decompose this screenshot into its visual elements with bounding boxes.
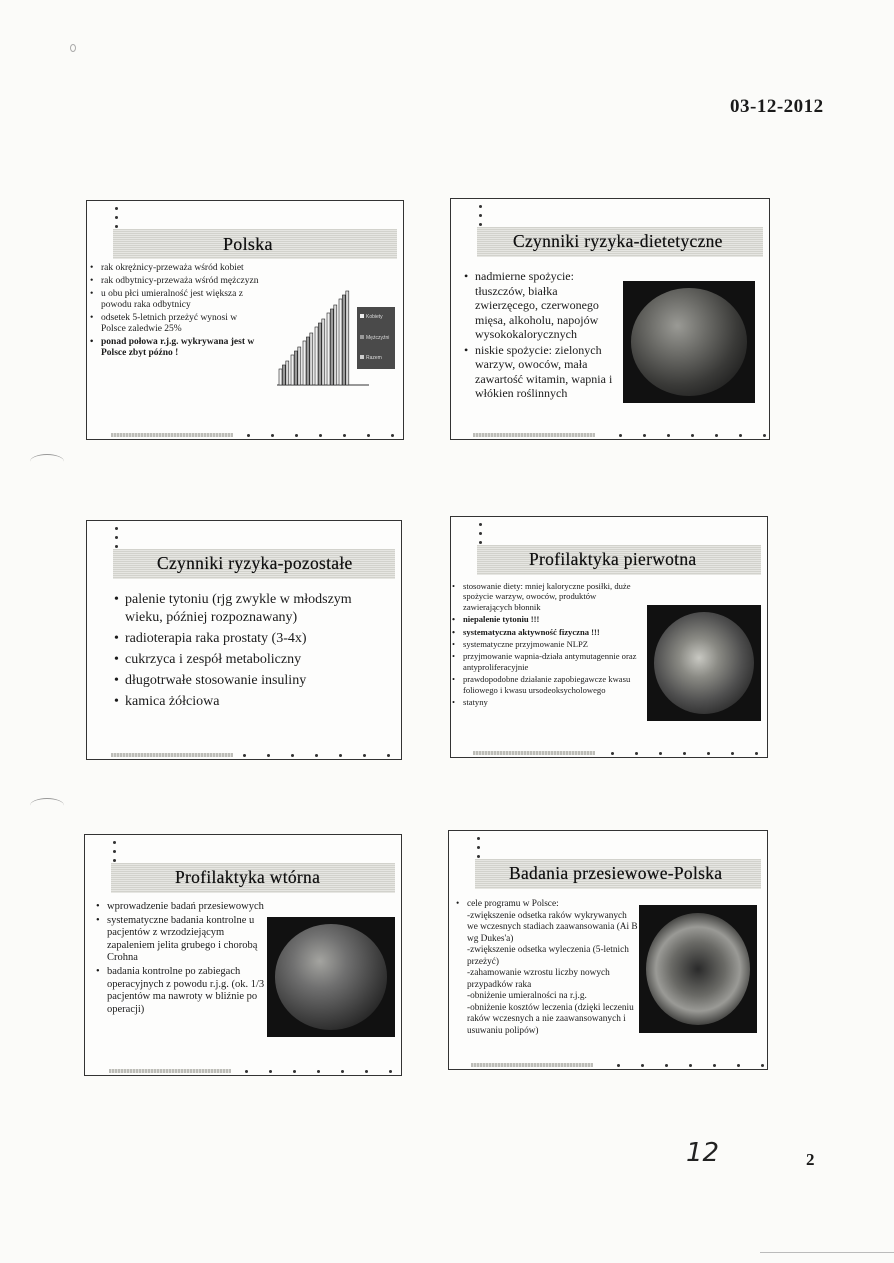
- footer-dots: [243, 754, 390, 758]
- goal-line: -obniżenie kosztów leczenia (dzięki leczeniu raków wczesnych a nie zaawansowanych i usuwaniu polipów): [467, 1002, 634, 1036]
- goal-line: -zahamowanie wzrostu liczby nowych przypadków raka: [467, 968, 610, 990]
- slide-polska: [86, 200, 404, 440]
- slide-profilaktyka-pierwotna: [450, 516, 768, 758]
- bullet-item: • prawdopodobne działanie zapobiegawcze kwasu foliowego i kwasu ursodeoksycholowego: [453, 674, 645, 695]
- bullet-item: • odsetek 5-letnich przeżyć wynosi w Polsce zaledwie 25%: [91, 313, 261, 335]
- page-date: 03-12-2012: [730, 96, 824, 117]
- bullet-item: • ponad połowa r.j.g. wykrywana jest w Polsce zbyt późno !: [91, 337, 261, 359]
- chart-bar: [322, 319, 325, 385]
- handwritten-page-number: 12: [686, 1138, 720, 1168]
- legend-label: Razem: [366, 355, 382, 361]
- bullet-item: • systematyczne przyjmowanie NLPZ: [453, 639, 645, 649]
- slide-czynniki-dietetyczne: [450, 198, 770, 440]
- footer-bar: [473, 433, 595, 437]
- slide-title: Czynniki ryzyka-dietetyczne: [513, 231, 723, 251]
- footer-bar: [471, 1063, 593, 1067]
- footer-dots: [247, 434, 394, 438]
- bullet-item: • rak odbytnicy-przeważa wśród mężczyzn: [91, 276, 261, 287]
- chart-bar: [286, 361, 289, 385]
- chart-bar: [306, 337, 309, 385]
- legend-label: Kobiety: [366, 314, 383, 320]
- bullet-item: • palenie tytoniu (rjg zwykle w młodszym wieku, później rozpoznawany): [115, 591, 365, 627]
- footer-bar: [111, 753, 233, 757]
- bullet-item: • statyny: [453, 697, 645, 707]
- bullet-item: • badania kontrolne po zabiegach operacyjnych z powodu r.j.g. (ok. 1/3 pacjentów ma nawroty w bliźnie po operacji): [97, 966, 265, 1016]
- chart-bar: [303, 341, 306, 385]
- intro-line: • cele programu w Polsce:: [467, 899, 559, 909]
- endoscopy-image: [623, 281, 755, 403]
- legend-swatch: [360, 355, 364, 359]
- chart-bar: [279, 369, 282, 385]
- slide-title: Polska: [223, 234, 273, 254]
- scan-mark-top: [70, 44, 76, 52]
- bullet-list: [465, 269, 623, 401]
- slide-profilaktyka-wtorna: [84, 834, 402, 1076]
- footer-dots: [611, 752, 758, 756]
- bullet-list: [115, 591, 365, 711]
- bullet-item: • systematyczne badania kontrolne u pacjentów z wrzodziejącym zapaleniem jelita grubego i chorobą Crohna: [97, 915, 265, 965]
- bullet-item: • nadmierne spożycie: tłuszczów, białka zwierzęcego, czerwonego mięsa, alkoholu, napojów wysokokalorycznych: [465, 269, 623, 342]
- bullet-item: • stosowanie diety: mniej kaloryczne posiłki, duże spożycie warzyw, owoców, produktów zawierających błonnik: [453, 581, 645, 612]
- chart-bar: [315, 327, 318, 385]
- hole-punch-mark-2: [30, 798, 64, 813]
- chart-bar: [318, 323, 321, 385]
- bullet-list: [97, 901, 265, 1016]
- hole-punch-mark-1: [30, 454, 64, 469]
- slide-title: Profilaktyka pierwotna: [529, 549, 697, 569]
- bullet-item: • długotrwałe stosowanie insuliny: [115, 672, 365, 690]
- endoscopy-image: [647, 605, 761, 721]
- bullet-item: • przyjmowanie wapnia-działa antymutagennie oraz antyproliferacyjnie: [453, 651, 645, 672]
- chart-bar: [282, 365, 285, 385]
- bullet-list: [453, 581, 645, 707]
- chart-bar: [339, 299, 342, 385]
- footer-dots: [619, 434, 766, 438]
- footer-bar: [473, 751, 595, 755]
- chart-bar: [310, 333, 313, 385]
- endoscopy-image: [267, 917, 395, 1037]
- legend-swatch: [360, 314, 364, 318]
- slide-title: Badania przesiewowe-Polska: [509, 863, 723, 883]
- bullet-item: • u obu płci umieralność jest większa z powodu raka odbytnicy: [91, 289, 261, 311]
- endoscopy-image: [639, 905, 757, 1033]
- page-number: 2: [806, 1150, 815, 1169]
- footer-dots: [617, 1064, 764, 1068]
- bullet-item: • wprowadzenie badań przesiewowych: [97, 901, 265, 914]
- chart-bar: [346, 291, 349, 385]
- bullet-item: • systematyczna aktywność fizyczna !!!: [453, 627, 645, 637]
- slide-badania-przesiewowe: [448, 830, 768, 1070]
- bullet-item: • niskie spożycie: zielonych warzyw, owoców, mała zawartość witamin, wapnia i włókien roślinnych: [465, 343, 623, 401]
- bullet-item: • niepalenie tytoniu !!!: [453, 614, 645, 624]
- bullet-item: [457, 899, 639, 1037]
- chart-bar: [334, 305, 337, 385]
- bullet-item: • radioterapia raka prostaty (3-4x): [115, 630, 365, 648]
- bullet-item: • kamica żółciowa: [115, 693, 365, 711]
- legend-swatch: [360, 335, 364, 339]
- goal-line: -zwiększenie odsetka wyleczenia (5-letnich przeżyć): [467, 945, 629, 967]
- chart-bar: [330, 309, 333, 385]
- slide-title: Profilaktyka wtórna: [175, 867, 321, 887]
- footer-dots: [245, 1070, 392, 1074]
- slide-czynniki-pozostale: [86, 520, 402, 760]
- chart-bar: [291, 355, 294, 385]
- goal-line: -zwiększenie odsetka raków wykrywanych we wczesnych stadiach zaawansowania (Ai B wg Dukes'a): [467, 910, 638, 944]
- bullet-item: • cukrzyca i zespół metaboliczny: [115, 651, 365, 669]
- slide-title: Czynniki ryzyka-pozostałe: [157, 553, 353, 573]
- legend-label: Mężczyźni: [366, 335, 390, 341]
- bullet-list: [457, 899, 639, 1037]
- bar-chart: [277, 277, 397, 389]
- chart-bar: [298, 347, 301, 385]
- bullet-item: • rak okrężnicy-przeważa wśród kobiet: [91, 263, 261, 274]
- scan-line-bottom: [760, 1252, 894, 1253]
- footer-bar: [109, 1069, 231, 1073]
- chart-bar: [294, 351, 297, 385]
- bullet-list: [91, 263, 261, 359]
- goal-line: -obniżenie umieralności na r.j.g.: [467, 991, 587, 1001]
- chart-bar: [327, 313, 330, 385]
- chart-bar: [342, 295, 345, 385]
- footer-bar: [111, 433, 233, 437]
